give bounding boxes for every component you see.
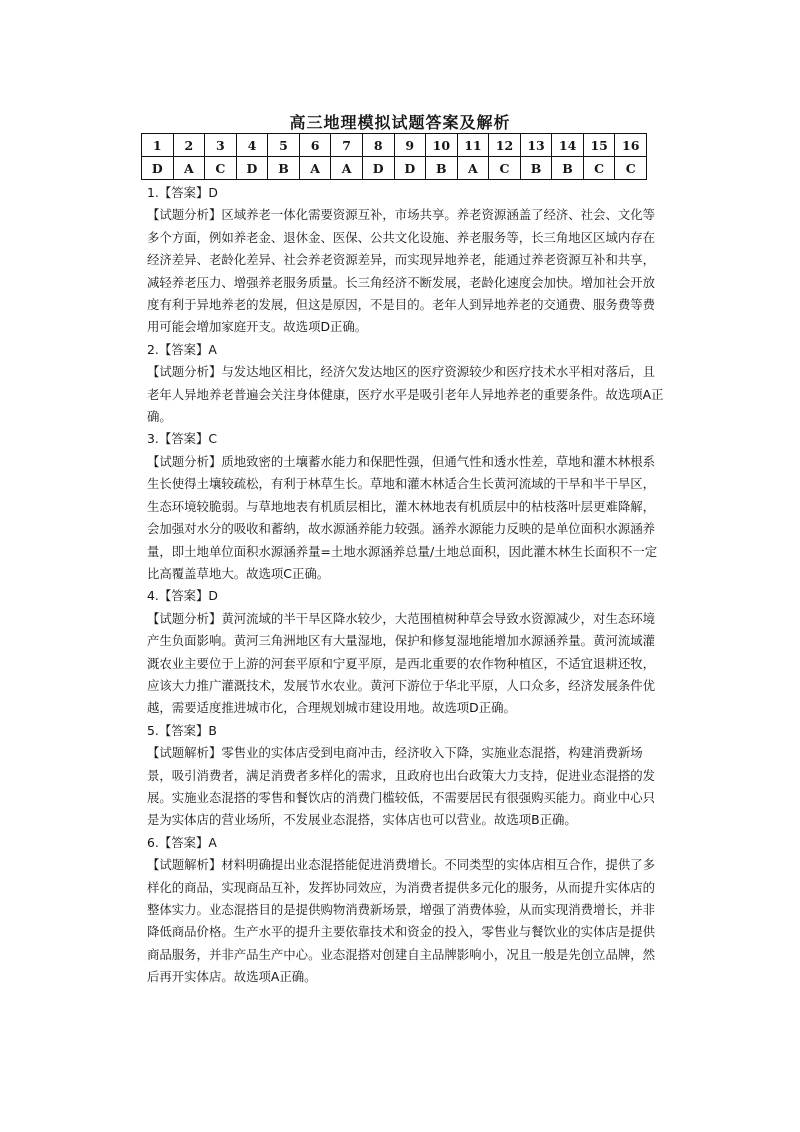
answer-cell: B [426,157,458,180]
question-number-cell: 5 [268,134,300,157]
question-number-cell: 12 [489,134,521,157]
answer-cell: A [331,157,363,180]
question-number-cell: 13 [520,134,552,157]
answer-line: 6.【答案】A [147,834,217,850]
question-number-cell: 8 [362,134,394,157]
answer-line: 4.【答案】D [147,588,218,604]
analysis-paragraph: 【试题解析】零售业的实体店受到电商冲击，经济收入下降，实施业态混搭，构建消费新场景，吸引消费者，满足消费者多样化的需求，且政府也出台政策大力支持，促进业态混搭的发展。实施业态混搭的零售和餐饮店的消费门槛较低，不需要居民有很强购买能力。商业中心只是为实体店的营业场所，不发展业态混搭，实体店也可以营业。故选项B正确。 [147,745,656,828]
question-number-row [142,134,647,157]
answer-cell: B [268,157,300,180]
question-number-cell: 1 [142,134,174,157]
answer-cell: A [299,157,331,180]
answer-cell: C [615,157,647,180]
question-number-cell: 3 [205,134,237,157]
answer-line: 2.【答案】A [147,341,217,357]
analysis-paragraph: 【试题分析】区域养老一体化需要资源互补，市场共享。养老资源涵盖了经济、社会、文化等多个方面，例如养老金、退休金、医保、公共文化设施、养老服务等，长三角地区区域内存在经济差异、老龄化差异、社会养老资源差异，而实现异地养老，能通过养老资源互补和共享，减轻养老压力、增强养老服务质量。长三角经济不断发展，老龄化速度会加快。增加社会开放度有利于异地养老的发展，但这是原因，不是目的。老年人到异地养老的交通费、服务费等费用可能会增加家庭开支。故选项D正确。 [147,207,656,335]
question-number-cell: 11 [457,134,489,157]
answer-cell: C [205,157,237,180]
answer-cell: C [489,157,521,180]
answer-line: 1.【答案】D [147,185,218,200]
question-number-cell: 14 [552,134,584,157]
answer-row [142,157,647,180]
answer-cell: B [552,157,584,180]
answer-cell: A [457,157,489,180]
analysis-paragraph: 【试题分析】质地致密的土壤蓄水能力和保肥性强，但通气性和透水性差，草地和灌木林根系生长使得土壤较疏松，有利于林草生长。草地和灌木林适合生长黄河流域的干旱和半干旱区，生态环境较脆弱。与草地地表有机质层相比，灌木林地表有机质层中的枯枝落叶层更难降解，会加强对水分的吸收和蓄纳，故水源涵养能力较强。涵养水源能力反映的是单位面积水源涵养量，即土地单位面积水源涵养量=土地水源涵养总量/土地总面积，因此灌木林生长面积不一定比高覆盖草地大。故选项C正确。 [147,453,658,581]
answer-cell: D [236,157,268,180]
question-number-cell: 10 [426,134,458,157]
answer-cell: B [520,157,552,180]
analysis-paragraph: 【试题分析】与发达地区相比，经济欠发达地区的医疗资源较少和医疗技术水平相对落后，且老年人异地养老普遍会关注身体健康，医疗水平是吸引老年人异地养老的重要条件。故选项A正确。 [147,364,664,425]
answer-cell: D [394,157,426,180]
analysis-section [147,182,667,989]
answer-cell: D [142,157,174,180]
question-number-cell: 9 [394,134,426,157]
question-number-cell: 2 [173,134,205,157]
answer-cell: C [583,157,615,180]
answer-line: 5.【答案】B [147,722,217,738]
question-number-cell: 6 [299,134,331,157]
answer-line: 3.【答案】C [147,431,218,447]
analysis-paragraph: 【试题解析】材料明确提出业态混搭能促进消费增长。不同类型的实体店相互合作，提供了多样化的商品，实现商品互补，发挥协同效应，为消费者提供多元化的服务，从而提升实体店的整体实力。业态混搭目的是提供购物消费新场景，增强了消费体验，从而实现消费增长，并非降低商品价格。生产水平的提升主要依靠技术和资金的投入，零售业与餐饮业的实体店是提供商品服务，并非产品生产中心。业态混搭对创建自主品牌影响小，况且一般是先创立品牌，然后再开实体店。故选项A正确。 [147,857,656,985]
page-title: 高三地理模拟试题答案及解析 [289,113,511,132]
analysis-paragraph: 【试题分析】黄河流域的半干旱区降水较少，大范围植树种草会导致水资源减少，对生态环境产生负面影响。黄河三角洲地区有大量湿地，保护和修复湿地能增加水源涵养量。黄河流域灌溉农业主要位于上游的河套平原和宁夏平原，是西北重要的农作物种植区，不适宜退耕还牧，应该大力推广灌溉技术，发展节水农业。黄河下游位于华北平原，人口众多，经济发展条件优越，需要适度推进城市化，合理规划城市建设用地。故选项D正确。 [147,610,656,716]
question-number-cell: 16 [615,134,647,157]
question-number-cell: 4 [236,134,268,157]
question-number-cell: 15 [583,134,615,157]
answer-table [141,133,647,180]
question-number-cell: 7 [331,134,363,157]
answer-cell: D [362,157,394,180]
answer-cell: A [173,157,205,180]
